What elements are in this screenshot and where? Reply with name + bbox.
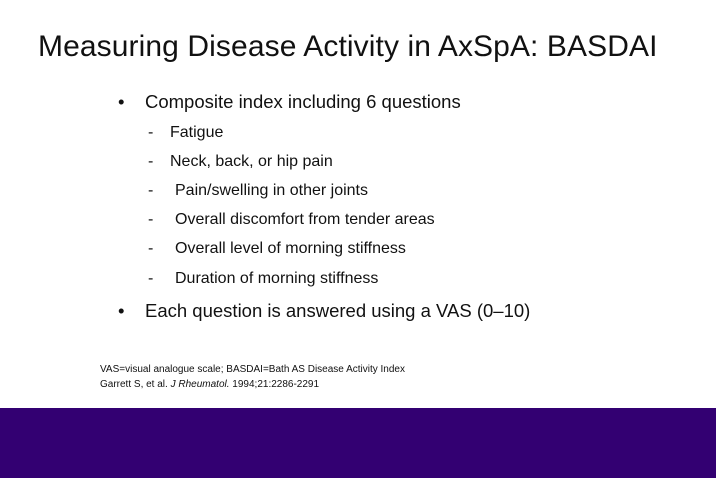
sub-item-text: Overall discomfort from tender areas	[175, 211, 435, 228]
dash-marker: -	[148, 240, 154, 257]
sub-item-text: Overall level of morning stiffness	[175, 240, 406, 257]
dash-marker: -	[148, 153, 154, 170]
reference-authors: Garrett S, et al.	[100, 379, 171, 390]
sub-item-text: Fatigue	[170, 124, 224, 141]
reference-journal: J Rheumatol.	[170, 379, 230, 390]
bottom-color-band	[0, 408, 716, 478]
dash-marker: -	[148, 182, 154, 199]
bullet-marker: •	[118, 300, 125, 321]
dash-marker: -	[148, 270, 154, 287]
abbreviation-footnote: VAS=visual analogue scale; BASDAI=Bath AS Disease Activity Index	[100, 364, 405, 375]
sub-item-text: Neck, back, or hip pain	[170, 153, 333, 170]
bullet-marker: •	[118, 91, 125, 112]
sub-item-text: Duration of morning stiffness	[175, 270, 379, 287]
reference-details: 1994;21:2286-2291	[229, 379, 320, 390]
bullet-text: Composite index including 6 questions	[145, 91, 461, 112]
bullet-text: Each question is answered using a VAS (0–10)	[145, 300, 531, 321]
reference-footnote	[100, 379, 319, 390]
dash-marker: -	[148, 211, 154, 228]
sub-item-text: Pain/swelling in other joints	[175, 182, 368, 199]
dash-marker: -	[148, 124, 154, 141]
slide-title: Measuring Disease Activity in AxSpA: BASDAI	[38, 30, 658, 63]
